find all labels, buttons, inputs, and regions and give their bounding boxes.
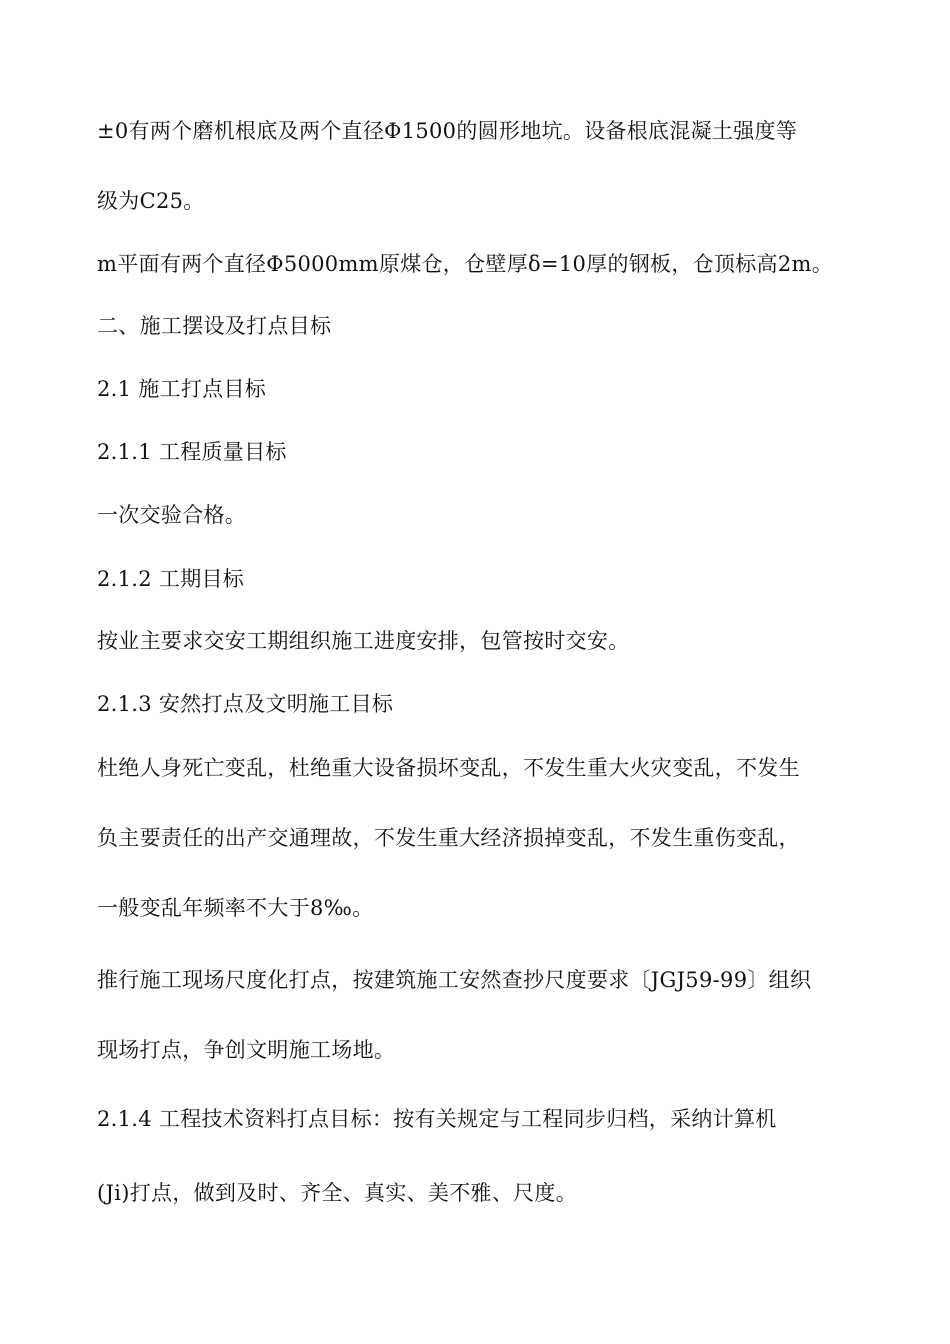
text-line: 推行施工现场尺度化打点，按建筑施工安然查抄尺度要求〔JGJ59-99〕组织 xyxy=(97,968,812,992)
text-line: ±0有两个磨机根底及两个直径Φ1500的圆形地坑。设备根底混凝土强度等 xyxy=(97,119,798,143)
section-heading: 二、施工摆设及打点目标 xyxy=(97,314,332,338)
text-line: 杜绝人身死亡变乱，杜绝重大设备损坏变乱，不发生重大火灾变乱，不发生 xyxy=(97,756,800,780)
text-line: 负主要责任的出产交通理故，不发生重大经济损掉变乱，不发生重伤变乱， xyxy=(97,826,800,850)
subsection-heading: 2.1.2 工期目标 xyxy=(97,567,245,591)
text-line: m平面有两个直径Φ5000mm原煤仓，仓壁厚δ=10厚的钢板，仓顶标高2m。 xyxy=(97,252,834,276)
subsection-heading: 2.1.3 安然打点及文明施工目标 xyxy=(97,692,394,716)
subsection-heading: 2.1 施工打点目标 xyxy=(97,377,267,401)
text-line: 一次交验合格。 xyxy=(97,503,247,527)
text-line: 一般变乱年频率不大于8‰。 xyxy=(97,896,374,920)
text-line: 现场打点，争创文明施工场地。 xyxy=(97,1038,396,1062)
subsection-heading: 2.1.1 工程质量目标 xyxy=(97,440,287,464)
subsection-heading: 2.1.4 工程技术资料打点目标：按有关规定与工程同步归档，采纳计算机 xyxy=(97,1107,777,1131)
text-line: 级为C25。 xyxy=(97,189,205,213)
text-line: 按业主要求交安工期组织施工进度安排，包管按时交安。 xyxy=(97,629,630,653)
text-line: (Ji)打点，做到及时、齐全、真实、美不雅、尺度。 xyxy=(97,1181,578,1205)
